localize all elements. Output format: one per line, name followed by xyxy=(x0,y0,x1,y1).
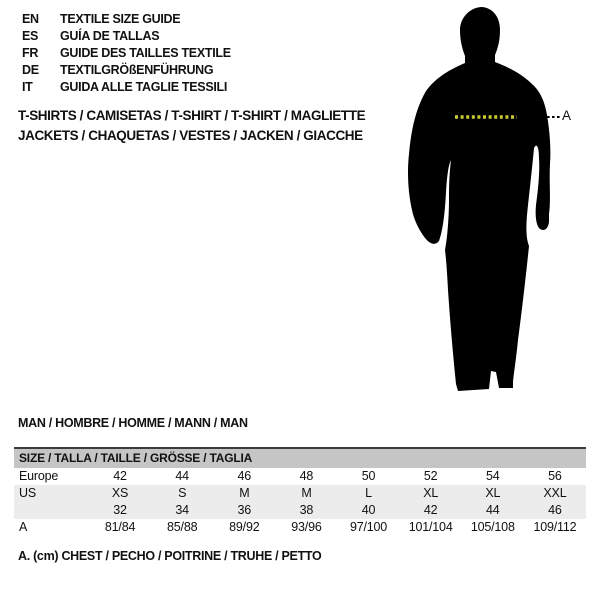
language-label: TEXTILGRÖßENFÜHRUNG xyxy=(60,63,214,77)
size-cell: 36 xyxy=(237,503,252,517)
table-row-numeric xyxy=(14,502,586,519)
language-code: ES xyxy=(22,29,39,43)
row-label: A xyxy=(19,520,28,534)
size-cell: M xyxy=(301,486,312,500)
size-cell: 105/108 xyxy=(470,520,515,534)
language-row xyxy=(22,64,231,77)
size-cell: M xyxy=(239,486,250,500)
row-label xyxy=(14,502,89,519)
size-cell: 85/88 xyxy=(167,520,198,534)
size-cell: 48 xyxy=(299,469,314,483)
row-label: US xyxy=(19,486,36,500)
language-row xyxy=(22,47,231,60)
size-table-header: SIZE / TALLA / TAILLE / GRÖSSE / TAGLIA xyxy=(14,449,586,468)
man-silhouette xyxy=(408,7,550,391)
table-row-us xyxy=(14,485,586,502)
size-cell: 42 xyxy=(423,503,438,517)
language-code: DE xyxy=(22,63,39,77)
category-jackets: JACKETS / CHAQUETAS / VESTES / JACKEN / GIACCHE xyxy=(18,128,363,143)
size-cell: 32 xyxy=(113,503,127,517)
size-cell: 52 xyxy=(423,469,438,483)
size-cell: 54 xyxy=(486,469,500,483)
size-cell: 42 xyxy=(113,469,127,483)
man-silhouette-svg xyxy=(395,0,575,400)
size-cell: 46 xyxy=(548,503,562,517)
size-cell: 101/104 xyxy=(408,520,453,534)
language-code: FR xyxy=(22,46,39,60)
language-label: GUÍA DE TALLAS xyxy=(60,29,160,43)
chest-footnote: A. (cm) CHEST / PECHO / POITRINE / TRUHE / PETTO xyxy=(18,549,322,563)
size-table xyxy=(14,447,586,536)
section-title-man: MAN / HOMBRE / HOMME / MANN / MAN xyxy=(18,416,248,430)
language-code: EN xyxy=(22,12,39,26)
size-cell: XS xyxy=(111,486,129,500)
size-cell: 81/84 xyxy=(104,520,136,534)
language-label: GUIDE DES TAILLES TEXTILE xyxy=(60,46,231,60)
language-label: TEXTILE SIZE GUIDE xyxy=(60,12,181,26)
size-cell: 40 xyxy=(361,503,376,517)
size-cell: 50 xyxy=(361,469,376,483)
language-code: IT xyxy=(22,80,33,94)
size-cell: 93/96 xyxy=(291,520,322,534)
language-row xyxy=(22,30,231,43)
language-label: GUIDA ALLE TAGLIE TESSILI xyxy=(60,80,228,94)
category-tshirts: T-SHIRTS / CAMISETAS / T-SHIRT / T-SHIRT / MAGLIETTE xyxy=(18,108,366,123)
row-label: Europe xyxy=(19,469,59,483)
measurement-label-a: A xyxy=(562,108,572,123)
size-cell: 109/112 xyxy=(533,520,577,534)
size-cell: 44 xyxy=(175,469,189,483)
language-row xyxy=(22,13,231,26)
size-cell: 56 xyxy=(548,469,562,483)
size-cell: 89/92 xyxy=(229,520,260,534)
size-cell: 97/100 xyxy=(350,520,388,534)
table-row-chest-a xyxy=(14,519,586,536)
size-cell: XXL xyxy=(543,486,567,500)
man-silhouette-figure xyxy=(395,0,575,400)
table-row-europe xyxy=(14,468,586,485)
size-cell: L xyxy=(365,486,372,500)
language-list xyxy=(22,13,231,94)
size-cell: XL xyxy=(485,486,501,500)
size-cell: 38 xyxy=(299,503,314,517)
size-cell: XL xyxy=(423,486,439,500)
size-cell: 46 xyxy=(237,469,252,483)
size-cell: 44 xyxy=(486,503,500,517)
language-row xyxy=(22,81,231,94)
size-cell: 34 xyxy=(175,503,189,517)
category-list xyxy=(18,108,365,143)
size-cell: S xyxy=(178,486,187,500)
